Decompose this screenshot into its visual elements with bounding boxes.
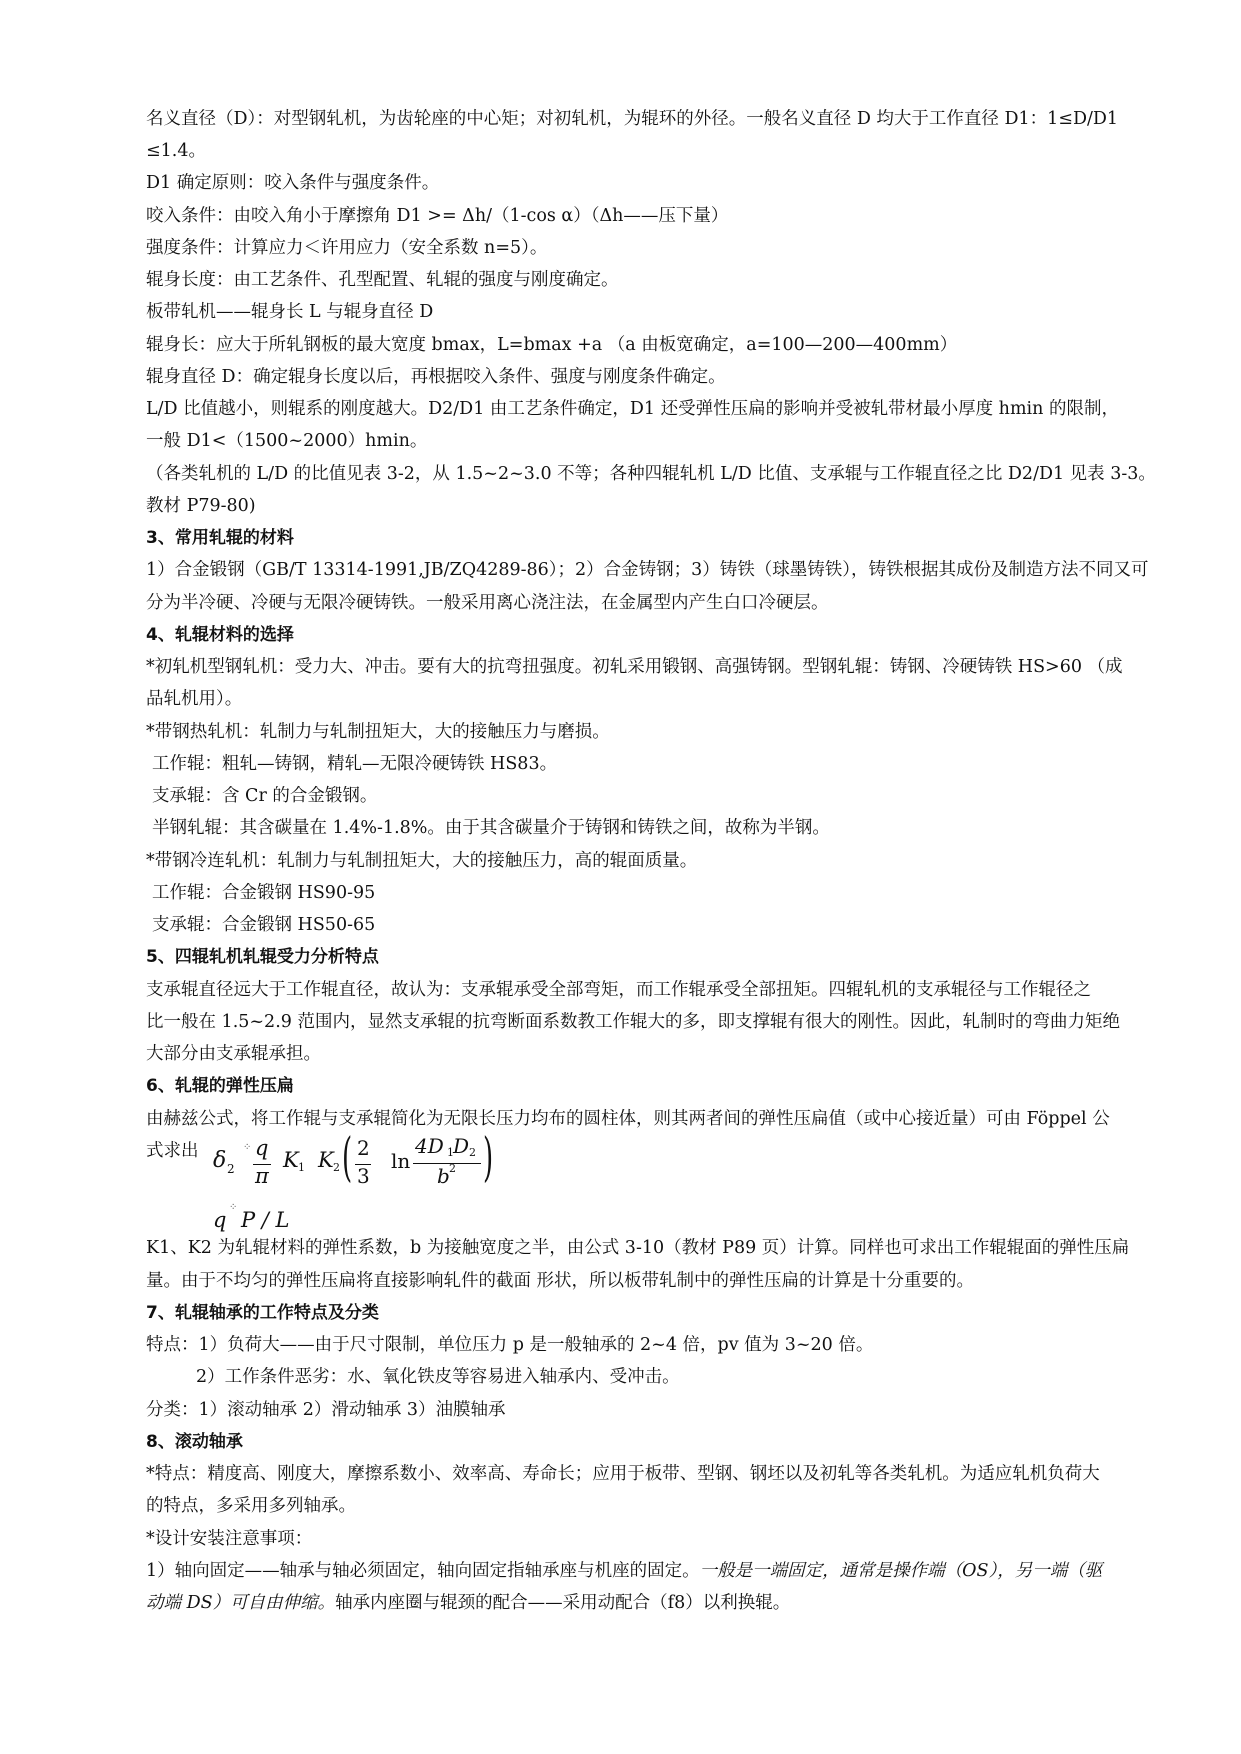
formula-q: q — [255, 1136, 269, 1160]
text-line: 辊身直径 D：确定辊身长度以后，再根据咬入条件、强度与刚度条件确定。 — [146, 367, 726, 387]
text-line: 板带轧机——辊身长 L 与辊身直径 D — [146, 302, 434, 322]
text-line: D1 确定原则：咬入条件与强度条件。 — [146, 173, 440, 193]
text-line: 的特点，多采用多列轴承。 — [146, 1496, 356, 1516]
text-line: 一般 D1<（1500~2000）hmin。 — [146, 431, 428, 451]
text-line — [146, 1590, 1176, 1616]
formula-pl: P / L — [241, 1208, 290, 1232]
formula-k1-sub: 1 — [298, 1161, 305, 1174]
text-line: L/D 比值越小，则辊系的刚度越大。D2/D1 由工艺条件确定，D1 还受弹性压扁的影响并受被轧带材最小厚度 hmin 的限制， — [146, 399, 1119, 419]
formula-pi: π — [255, 1164, 269, 1188]
text-line: 品轧机用）。 — [146, 689, 243, 709]
text-line — [146, 1558, 1176, 1584]
text-line: ≤1.4。 — [146, 141, 206, 161]
formula-k2-sub: 2 — [333, 1161, 340, 1174]
formula-num-d2: D — [453, 1134, 470, 1158]
text-line: 式求出 — [146, 1141, 199, 1161]
text-line: 辊身长度：由工艺条件、孔型配置、轧辊的强度与刚度确定。 — [146, 270, 619, 290]
formula-den-sup: 2 — [449, 1162, 456, 1175]
formula-delta-sub: 2 — [227, 1162, 235, 1176]
text-line: 咬入条件：由咬入角小于摩擦角 D1 >= Δh/（1-cos α）（Δh——压下量） — [146, 206, 729, 226]
formula-num-sub1: 1 — [447, 1146, 454, 1159]
text-line: 辊身长：应大于所轧钢板的最大宽度 bmax，L=bmax +a （a 由板宽确定，a=100—200—400mm） — [146, 335, 958, 355]
formula-ln: ln — [391, 1149, 411, 1173]
section-heading: 5、四辊轧机轧辊受力分析特点 — [146, 947, 379, 967]
text-line: 强度条件：计算应力＜许用应力（安全系数 n=5）。 — [146, 238, 548, 258]
text-line: 分类：1）滚动轴承 2）滑动轴承 3）油膜轴承 — [146, 1400, 506, 1420]
text-line: 比一般在 1.5~2.9 范围内，显然支承辊的抗弯断面系数教工作辊大的多，即支撑辊有很大的刚性。因此，轧制时的弯曲力矩绝 — [146, 1012, 1120, 1032]
formula-num: 4D — [415, 1134, 444, 1158]
section-heading: 4、轧辊材料的选择 — [146, 625, 294, 645]
formula-two: 2 — [357, 1136, 370, 1160]
section-heading: 3、常用轧辊的材料 — [146, 528, 294, 548]
text-segment-italic: 动端 DS）可自由伸缩。 — [146, 1593, 336, 1613]
text-line: *初轧机型钢轧机：受力大、冲击。要有大的抗弯扭强度。初轧采用锻钢、高强铸钢。型钢轧辊：铸钢、冷硬铸铁 HS>60 （成 — [146, 657, 1123, 677]
text-line: 工作辊：合金锻钢 HS90-95 — [152, 883, 376, 903]
formula-q2: q — [213, 1208, 227, 1232]
formula-den: b — [437, 1164, 450, 1188]
formula-k2: K — [318, 1148, 334, 1172]
text-line: 量。由于不均匀的弹性压扁将直接影响轧件的截面 形状，所以板带轧制中的弹性压扁的计算是十分重要的。 — [146, 1271, 975, 1291]
text-segment-italic: 一般是一端固定，通常是操作端（OS），另一端（驱 — [699, 1561, 1103, 1581]
text-segment: 轴承内座圈与辊颈的配合——采用动配合（f8）以利换辊。 — [335, 1593, 791, 1613]
text-line: 由赫兹公式，将工作辊与支承辊简化为无限长压力均布的圆柱体，则其两者间的弹性压扁值（或中心接近量）可由 Föppel 公 — [146, 1109, 1110, 1129]
text-line: 工作辊：粗轧—铸钢，精轧—无限冷硬铸铁 HS83。 — [152, 754, 558, 774]
formula-num-sub2: 2 — [469, 1146, 476, 1159]
formula-delta: δ — [213, 1148, 227, 1173]
text-line: （各类轧机的 L/D 的比值见表 3-2，从 1.5~2~3.0 不等；各种四辊轧机 L/D 比值、支承辊与工作辊直径之比 D2/D1 见表 3-3。 — [146, 464, 1156, 484]
text-line: 支承辊：合金锻钢 HS50-65 — [152, 915, 376, 935]
text-line: 1）合金锻钢（GB/T 13314-1991,JB/ZQ4289-86）；2）合金铸钢；3）铸铁（球墨铸铁），铸铁根据其成份及制造方法不同又可 — [146, 560, 1149, 580]
section-heading: 8、滚动轴承 — [146, 1432, 243, 1452]
text-line: 支承辊：含 Cr 的合金锻钢。 — [152, 786, 378, 806]
text-line: 大部分由支承辊承担。 — [146, 1044, 321, 1064]
text-segment: 1）轴向固定——轴承与轴必须固定，轴向固定指轴承座与机座的固定。 — [146, 1561, 700, 1581]
formula-three: 3 — [357, 1164, 370, 1188]
text-line: 教材 P79-80) — [146, 496, 256, 516]
text-line: *带钢冷连轧机：轧制力与轧制扭矩大，大的接触压力，高的辊面质量。 — [146, 851, 698, 871]
text-line: *带钢热轧机：轧制力与轧制扭矩大，大的接触压力与磨损。 — [146, 722, 610, 742]
text-line: 半钢轧辊：其含碳量在 1.4%-1.8%。由于其含碳量介于铸钢和铸铁之间，故称为半钢。 — [152, 818, 830, 838]
formula-k1: K — [283, 1148, 299, 1172]
formula-paren-right: ) — [483, 1128, 494, 1188]
text-line: 支承辊直径远大于工作辊直径，故认为：支承辊承受全部弯矩，而工作辊承受全部扭矩。四辊轧机的支承辊径与工作辊径之 — [146, 980, 1091, 1000]
formula-paren-left: ( — [342, 1128, 353, 1188]
formula-dots: ⁘ — [243, 1142, 252, 1153]
text-line: 特点：1）负荷大——由于尺寸限制，单位压力 p 是一般轴承的 2~4 倍，pv 值为 3~20 倍。 — [146, 1335, 874, 1355]
text-line: *设计安装注意事项： — [146, 1529, 313, 1549]
text-line: 2）工作条件恶劣：水、氧化铁皮等容易进入轴承内、受冲击。 — [196, 1367, 680, 1387]
text-line: 名义直径（D）：对型钢轧机，为齿轮座的中心矩；对初轧机，为辊环的外径。一般名义直径 D 均大于工作直径 D1：1≤D/D1 — [146, 109, 1119, 129]
section-heading: 6、轧辊的弹性压扁 — [146, 1076, 294, 1096]
formula-dots: ⁘ — [229, 1202, 238, 1213]
text-line: K1、K2 为轧辊材料的弹性系数，b 为接触宽度之半，由公式 3-10（教材 P89 页）计算。同样也可求出工作辊辊面的弹性压扁 — [146, 1238, 1130, 1258]
text-line: 分为半冷硬、冷硬与无限冷硬铸铁。一般采用离心浇注法，在金属型内产生白口冷硬层。 — [146, 593, 829, 613]
text-line: *特点：精度高、刚度大，摩擦系数小、效率高、寿命长；应用于板带、型钢、钢坯以及初轧等各类轧机。为适应轧机负荷大 — [146, 1464, 1100, 1484]
section-heading: 7、轧辊轴承的工作特点及分类 — [146, 1303, 379, 1323]
